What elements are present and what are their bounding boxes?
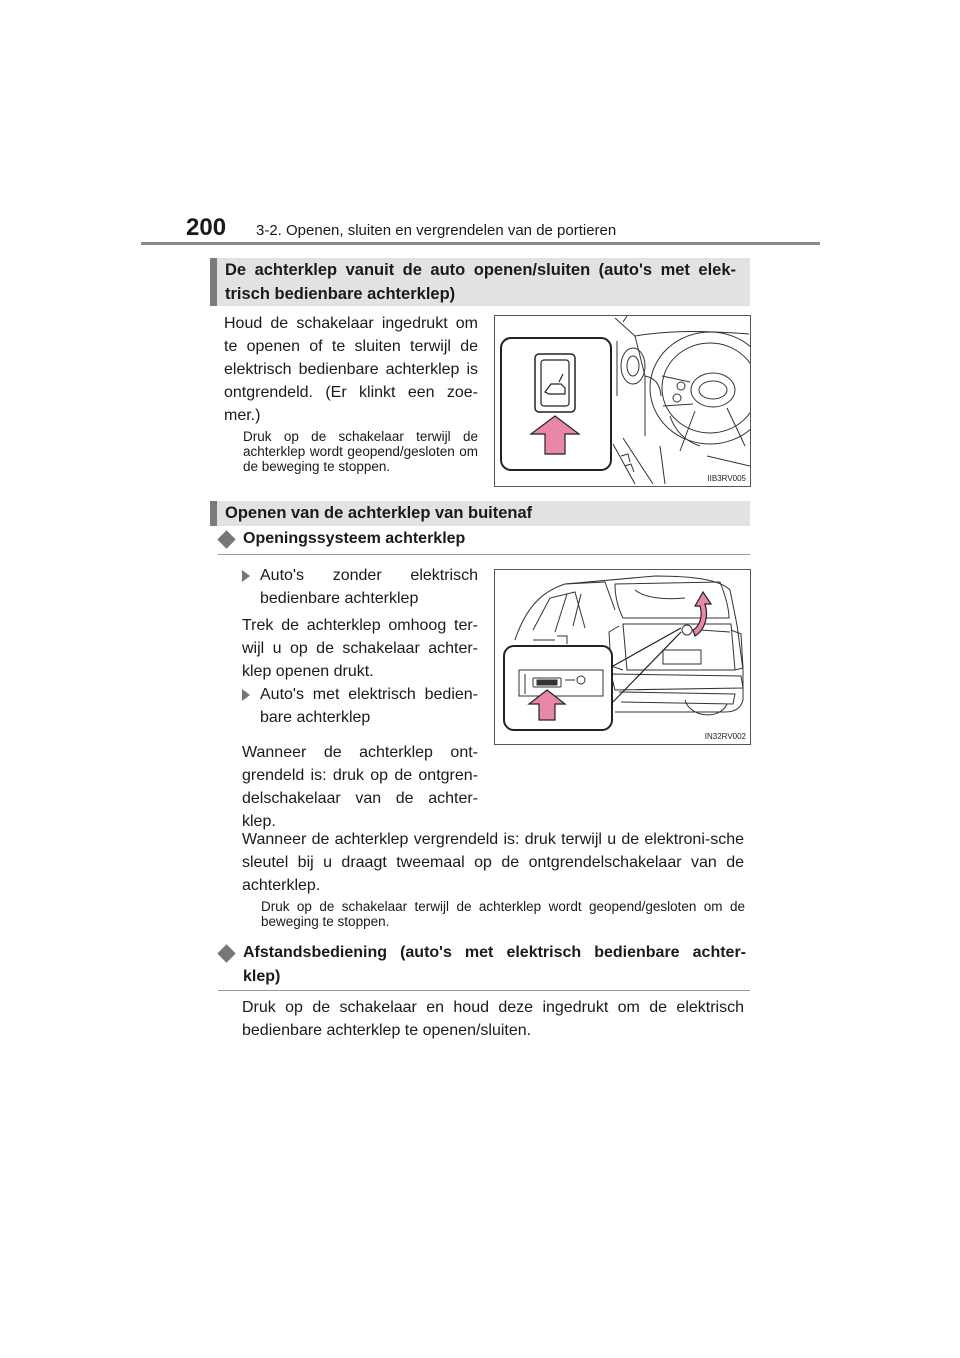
bullet-text: Auto's met elektrisch bedien-bare achterklep: [260, 686, 478, 726]
subheading-remote-line2: klep): [243, 968, 281, 985]
triangle-bullet-icon: [242, 570, 250, 582]
figure-dashboard-switch: [494, 315, 751, 487]
subheading-remote-line1: Afstandsbediening (auto's met elektrisch bedienbare achter-: [243, 944, 746, 961]
subheading-divider: [218, 990, 750, 991]
diamond-icon: [217, 530, 235, 548]
chapter-title: 3-2. Openen, sluiten en vergrendelen van de portieren: [256, 222, 617, 239]
figure-code: IIB3RV005: [707, 474, 746, 483]
dashboard-switch-illustration: [495, 316, 750, 486]
interior-instruction: Houd de schakelaar ingedrukt om te openen of te sluiten terwijl de elektrisch bedienbare achterklep is ontgrendeld. (Er klinkt een zoe-mer.): [224, 315, 478, 424]
paragraph-remote: Druk op de schakelaar en houd deze ingedrukt om de elektrisch bedienbare achterklep te openen/sluiten.: [242, 999, 744, 1039]
paragraph-manual-open: Trek de achterklep omhoog ter-wijl u op de schakelaar achter-klep openen drukt.: [242, 617, 478, 680]
subheading-divider: [218, 554, 750, 555]
bullet-power-tailgate: [242, 683, 478, 729]
bullet-no-power-tailgate: [242, 564, 478, 610]
bullet-text: Auto's zonder elektrisch bedienbare achterklep: [260, 567, 478, 607]
figure-code: IN32RV002: [704, 732, 746, 741]
tailgate-illustration: [495, 570, 750, 744]
section-heading-interior: [210, 258, 750, 306]
section-heading-exterior: [210, 501, 750, 526]
diamond-icon: [217, 944, 235, 962]
section-heading-line2: trisch bedienbare achterklep): [225, 285, 456, 303]
subheading-text: Openingssysteem achterklep: [243, 530, 466, 547]
subheading-remote: [218, 941, 746, 989]
section-heading-exterior-text: Openen van de achterklep van buitenaf: [225, 504, 533, 522]
paragraph-unlocked: Wanneer de achterklep ont-grendeld is: druk op de ontgren-delschakelaar van de achter-klep.: [242, 744, 478, 830]
section-heading-line1: De achterklep vanuit de auto openen/sluiten (auto's met elek-: [225, 261, 736, 279]
header-divider: [141, 242, 820, 245]
paragraph-locked: Wanneer de achterklep vergrendeld is: druk terwijl u de elektroni-sche sleutel bij u draagt tweemaal op de ontgrendelschakelaar van de achterklep.: [242, 831, 744, 894]
triangle-bullet-icon: [242, 689, 250, 701]
page-number: 200: [186, 214, 227, 241]
lift-arrow: [693, 592, 711, 636]
figure-tailgate: [494, 569, 751, 745]
subheading-opening-system: [218, 530, 465, 548]
interior-note: Druk op de schakelaar terwijl de achterklep wordt geopend/gesloten om de beweging te stoppen.: [243, 429, 478, 474]
exterior-note: Druk op de schakelaar terwijl de achterklep wordt geopend/gesloten om de beweging te stoppen.: [261, 899, 745, 929]
